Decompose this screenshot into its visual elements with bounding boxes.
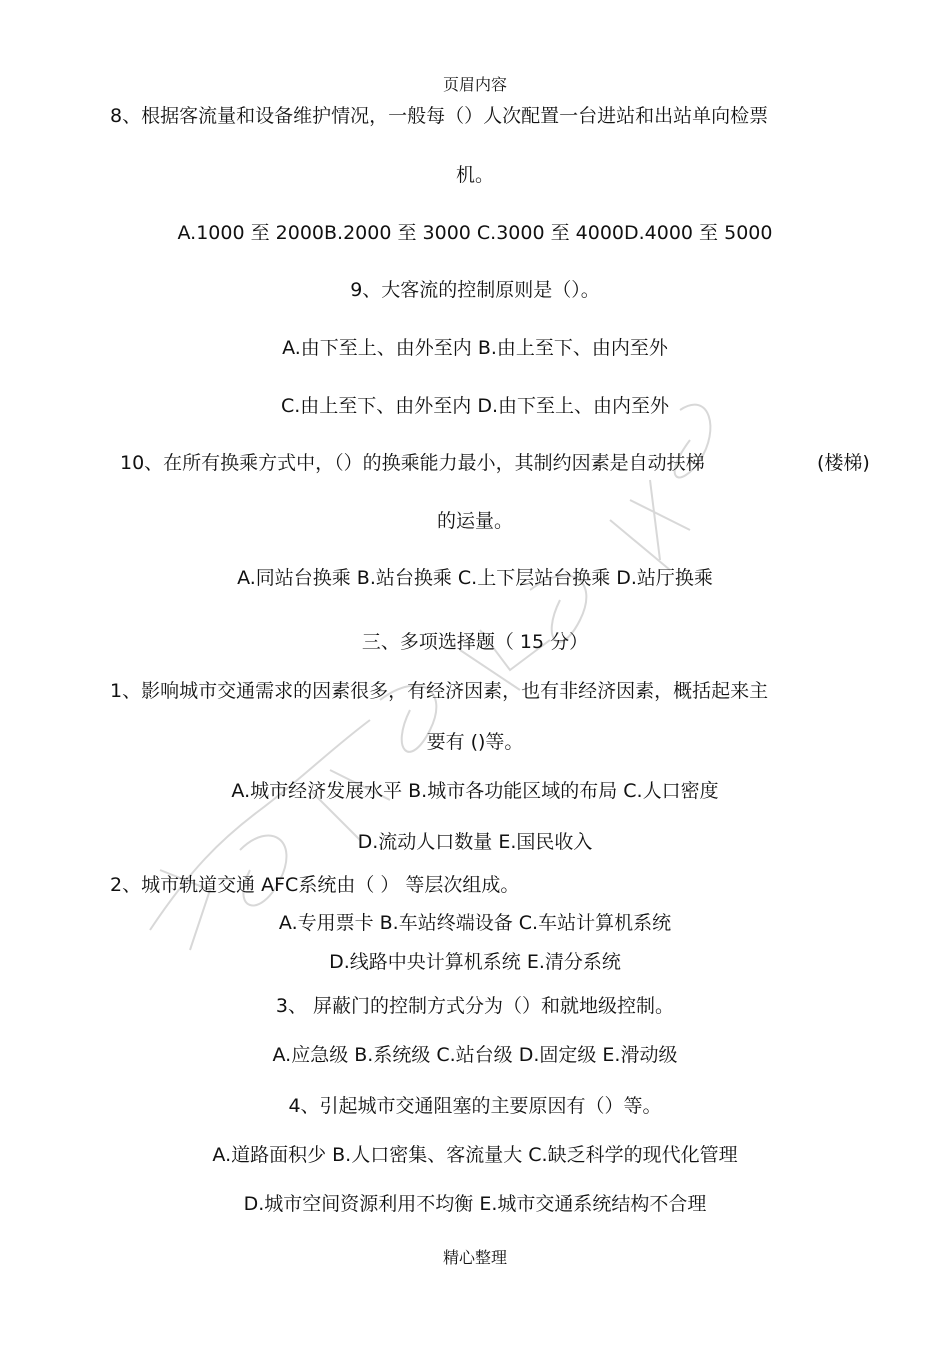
s3-q2-options-1: A.专用票卡 B.车站终端设备 C.车站计算机系统 (278, 912, 672, 934)
q8-stem-line1: 8、根据客流量和设备维护情况，一般每（）人次配置一台进站和出站单向检票 (110, 105, 769, 127)
s3-q2-options-2: D.线路中央计算机系统 E.清分系统 (329, 951, 621, 973)
s3-q2-stem: 2、城市轨道交通 AFC系统由（ ） 等层次组成。 (110, 874, 520, 896)
q9-options-1: A.由下至上、由外至内 B.由上至下、由内至外 (282, 337, 668, 359)
q9-options-2: C.由上至下、由外至内 D.由下至上、由内至外 (280, 395, 670, 417)
s3-q3-options: A.应急级 B.系统级 C.站台级 D.固定级 E.滑动级 (272, 1044, 678, 1066)
q8-stem-line2: 机。 (455, 164, 494, 186)
page-footer: 精心整理 (442, 1248, 507, 1267)
page-header: 页眉内容 (442, 75, 507, 94)
q10-options: A.同站台换乘 B.站台换乘 C.上下层站台换乘 D.站厅换乘 (237, 567, 713, 589)
s3-q1-options-1: A.城市经济发展水平 B.城市各功能区域的布局 C.人口密度 (231, 780, 719, 802)
s3-q4-options-2: D.城市空间资源利用不均衡 E.城市交通系统结构不合理 (243, 1193, 707, 1215)
s3-q4-stem: 4、引起城市交通阻塞的主要原因有（）等。 (288, 1095, 662, 1117)
s3-q4-options-1: A.道路面积少 B.人口密集、客流量大 C.缺乏科学的现代化管理 (212, 1144, 738, 1166)
s3-q1-stem-line1: 1、影响城市交通需求的因素很多，有经济因素，也有非经济因素，概括起来主 (110, 680, 769, 702)
q8-options: A.1000 至 2000B.2000 至 3000 C.3000 至 4000D.4000 至 5000 (177, 222, 773, 244)
q10-stem-tail: (楼梯) (817, 452, 870, 474)
s3-q1-stem-line2: 要有 ()等。 (426, 731, 524, 753)
s3-q1-options-2: D.流动人口数量 E.国民收入 (357, 831, 593, 853)
q10-stem-line2: 的运量。 (436, 510, 513, 532)
q9-stem: 9、大客流的控制原则是（）。 (350, 279, 600, 301)
q10-stem-line1: 10、在所有换乘方式中，（）的换乘能力最小，其制约因素是自动扶梯 (120, 452, 705, 474)
s3-q3-stem: 3、 屏蔽门的控制方式分为（）和就地级控制。 (275, 995, 675, 1017)
section3-title: 三、多项选择题（ 15 分） (361, 631, 589, 653)
